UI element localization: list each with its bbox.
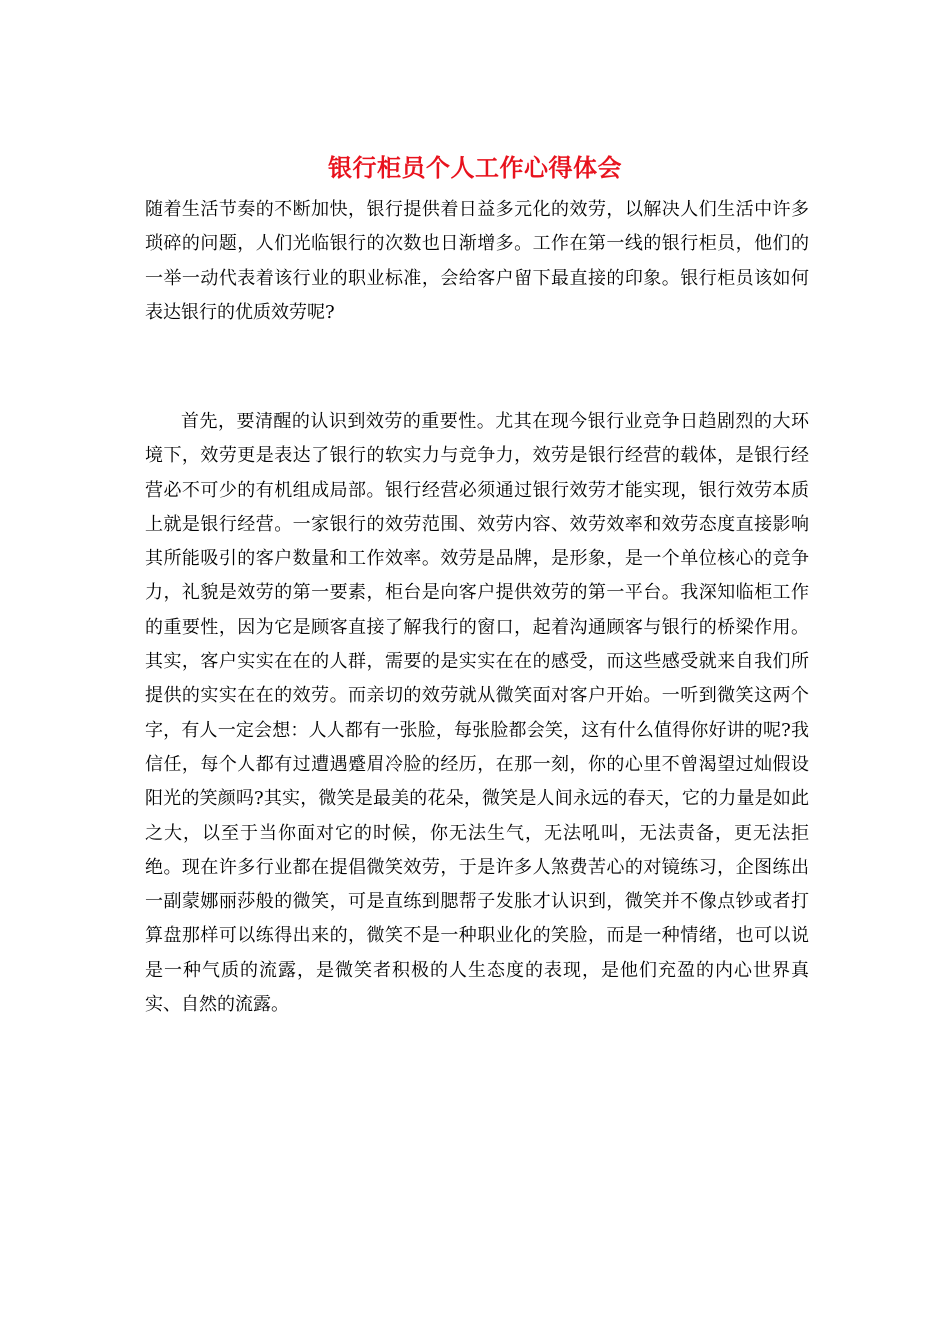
document-title: 银行柜员个人工作心得体会: [328, 153, 622, 182]
paragraph-body: 首先，要清醒的认识到效劳的重要性。尤其在现今银行业竞争日趋剧烈的大环境下，效劳更是表达了银行的软实力与竞争力，效劳是银行经营的载体，是银行经营必不可少的有机组成局部。银行经营必须通过银行效劳才能实现，银行效劳本质上就是银行经营。一家银行的效劳范围、效劳内容、效劳效率和效劳态度直接影响其所能吸引的客户数量和工作效率。效劳是品牌，是形象，是一个单位核心的竞争力，礼貌是效劳的第一要素，柜台是向客户提供效劳的第一平台。我深知临柜工作的重要性，因为它是顾客直接了解我行的窗口，起着沟通顾客与银行的桥梁作用。其实，客户实实在在的人群，需要的是实实在在的感受，而这些感受就来自我们所提供的实实在在的效劳。而亲切的效劳就从微笑面对客户开始。一听到微笑这两个字，有人一定会想：人人都有一张脸，每张脸都会笑，这有什么值得你好讲的呢?我信任，每个人都有过遭遇蹙眉冷脸的经历，在那一刻，你的心里不曾渴望过灿假设阳光的笑颜吗?其实，微笑是最美的花朵，微笑是人间永远的春天，它的力量是如此之大，以至于当你面对它的时候，你无法生气，无法吼叫，无法责备，更无法拒绝。现在许多行业都在提倡微笑效劳，于是许多人煞费苦心的对镜练习，企图练出一副蒙娜丽莎般的微笑，可是直练到腮帮子发胀才认识到，微笑并不像点钞或者打算盘那样可以练得出来的，微笑不是一种职业化的笑脸，而是一种情绪，也可以说是一种气质的流露，是微笑者积极的人生态度的表现，是他们充盈的内心世界真实、自然的流露。: [145, 411, 809, 1016]
paragraph-intro: 随着生活节奏的不断加快，银行提供着日益多元化的效劳，以解决人们生活中许多琐碎的问题，人们光临银行的次数也日渐增多。工作在第一线的银行柜员，他们的一举一动代表着该行业的职业标准，会给客户留下最直接的印象。银行柜员该如何表达银行的优质效劳呢?: [145, 199, 809, 323]
